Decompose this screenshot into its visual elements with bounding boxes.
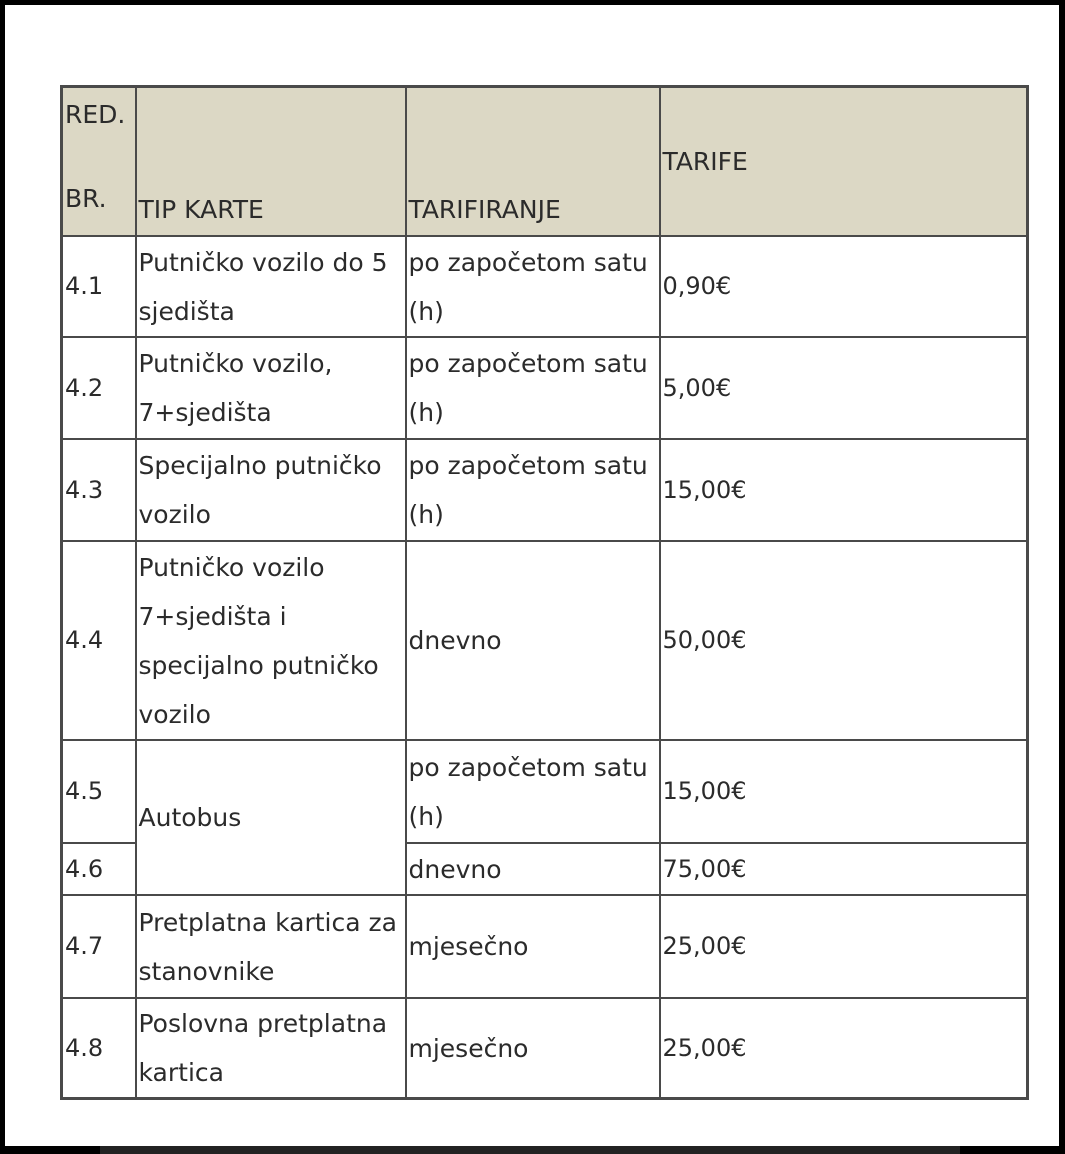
ticket-type: Pretplatna kartica za stanovnike: [136, 895, 406, 998]
ticket-type: Autobus: [136, 740, 406, 895]
ticket-type: Putničko vozilo do 5 sjedišta: [136, 236, 406, 337]
table-row: [62, 439, 1028, 541]
price: 15,00€: [660, 439, 1028, 541]
header-br: BR.: [65, 184, 107, 213]
header-row-number: [62, 87, 136, 237]
ticket-type: Putničko vozilo, 7+sjedišta: [136, 337, 406, 439]
price: 50,00€: [660, 541, 1028, 740]
table-row: [62, 337, 1028, 439]
row-number: 4.7: [62, 895, 136, 998]
row-number: 4.2: [62, 337, 136, 439]
header-red: RED.: [65, 100, 126, 129]
header-tarifiranje: TARIFIRANJE: [406, 87, 660, 237]
billing-type: dnevno: [406, 541, 660, 740]
page-frame: [5, 5, 1059, 1146]
billing-type: po započetom satu (h): [406, 439, 660, 541]
table-row: [62, 740, 1028, 843]
table-header: [62, 87, 1028, 237]
billing-type: dnevno: [406, 843, 660, 895]
row-number: 4.8: [62, 998, 136, 1099]
ticket-type: Putničko vozilo 7+sjedišta i specijalno putničko vozilo: [136, 541, 406, 740]
header-tip-karte: TIP KARTE: [136, 87, 406, 237]
price: 15,00€: [660, 740, 1028, 843]
price: 25,00€: [660, 895, 1028, 998]
price: 0,90€: [660, 236, 1028, 337]
row-number: 4.1: [62, 236, 136, 337]
row-number: 4.5: [62, 740, 136, 843]
billing-type: mjesečno: [406, 998, 660, 1099]
bottom-edge: [100, 1146, 960, 1154]
table-row: [62, 998, 1028, 1099]
ticket-type: Specijalno putničko vozilo: [136, 439, 406, 541]
table-body: [62, 236, 1028, 1099]
billing-type: po započetom satu (h): [406, 337, 660, 439]
row-number: 4.4: [62, 541, 136, 740]
billing-type: po započetom satu (h): [406, 740, 660, 843]
row-number: 4.6: [62, 843, 136, 895]
price: 5,00€: [660, 337, 1028, 439]
row-number: 4.3: [62, 439, 136, 541]
table-row: [62, 236, 1028, 337]
price: 75,00€: [660, 843, 1028, 895]
header-tarife: TARIFE: [660, 87, 1028, 237]
tariff-table: [60, 85, 1029, 1100]
table-row: [62, 895, 1028, 998]
billing-type: po započetom satu (h): [406, 236, 660, 337]
price: 25,00€: [660, 998, 1028, 1099]
table-row: [62, 541, 1028, 740]
billing-type: mjesečno: [406, 895, 660, 998]
ticket-type: Poslovna pretplatna kartica: [136, 998, 406, 1099]
